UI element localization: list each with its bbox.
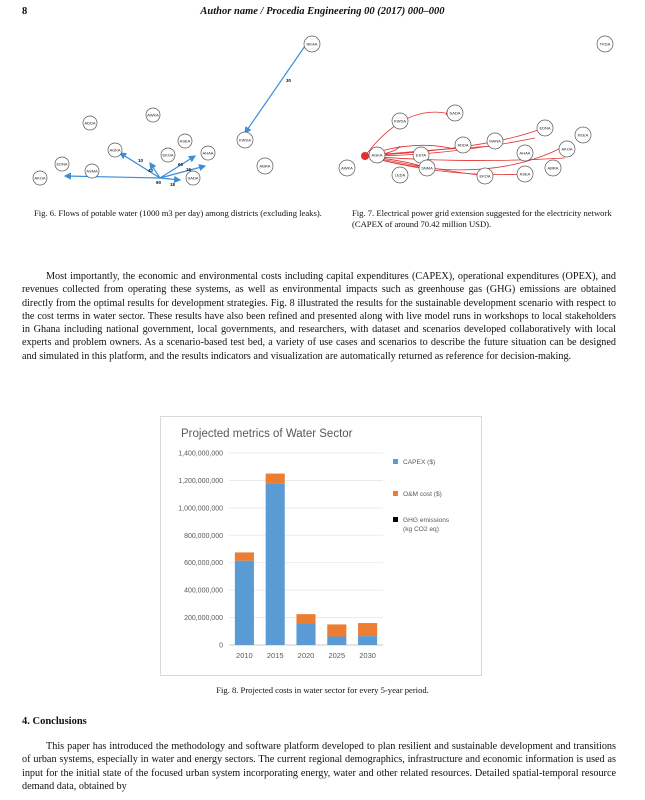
figure-7-caption: Fig. 7. Electrical power grid extension suggested for the electricity network (CAPEX of around 70.42 million USD). bbox=[352, 208, 612, 229]
bar-2020-series-1 bbox=[296, 614, 315, 623]
y-tick-label: 600,000,000 bbox=[184, 560, 223, 568]
legend-swatch bbox=[393, 459, 398, 464]
svg-text:KEEA: KEEA bbox=[577, 132, 589, 138]
svg-text:NKAA: NKAA bbox=[306, 41, 318, 47]
legend-swatch bbox=[393, 491, 398, 496]
y-tick-label: 1,400,000,000 bbox=[178, 450, 223, 458]
svg-text:18: 18 bbox=[170, 182, 176, 187]
svg-text:TKDA: TKDA bbox=[599, 41, 611, 47]
svg-text:AGKA: AGKA bbox=[109, 147, 121, 153]
svg-text:ASMA: ASMA bbox=[86, 168, 98, 174]
chart-title: Projected metrics of Water Sector bbox=[181, 428, 353, 440]
bar-2020-series-0 bbox=[296, 623, 315, 645]
svg-text:ADDA: ADDA bbox=[457, 142, 469, 148]
page-number: 8 bbox=[22, 6, 28, 17]
bar-2025-series-1 bbox=[327, 624, 346, 636]
y-tick-label: 800,000,000 bbox=[184, 532, 223, 540]
svg-text:KWDA: KWDA bbox=[239, 137, 251, 143]
grid-source-node bbox=[361, 152, 369, 160]
svg-text:ABRA: ABRA bbox=[259, 163, 271, 169]
figure-8-chart bbox=[160, 416, 482, 676]
svg-text:AGKA: AGKA bbox=[371, 152, 383, 158]
bar-2025-series-0 bbox=[327, 636, 346, 645]
svg-text:40: 40 bbox=[148, 168, 154, 173]
x-tick-label: 2030 bbox=[359, 651, 376, 660]
svg-text:SADA: SADA bbox=[449, 110, 461, 116]
page-header bbox=[22, 6, 623, 20]
y-tick-label: 0 bbox=[219, 642, 223, 650]
x-tick-label: 2020 bbox=[297, 651, 315, 660]
legend-label: GHG emissions bbox=[403, 517, 450, 524]
svg-text:AKOA: AKOA bbox=[34, 175, 46, 181]
body-paragraph-results: Most importantly, the economic and environmental costs including capital expenditures (CAPEX), operational expenditures (OPEX), and revenues collected from operating these systems, as well as environmental impacts such as greenhouse gas (GHG) emissions are obtained directly from the optimal results for development strategies. Fig. 8 illustrated the results for the sustainable development scenario with respect to the cost terms in water sector. These results have also been refined and presented along with live model runs in workshops to local stakeholders in Ghana including national government, local governments, and researchers, with dataset and scenarios developed collaboratively with local experts and problem owners. As a scenario-based test bed, a variety of use cases and scenarios to describe the future situation can be designed and simulated in this platform, and the results indicators and visualization are automatically returned as reference for decision-making. bbox=[22, 271, 616, 362]
y-tick-label: 200,000,000 bbox=[184, 615, 223, 623]
svg-text:SADA: SADA bbox=[187, 175, 199, 181]
figure-6-caption: Fig. 6. Flows of potable water (1000 m3 per day) among districts (excluding leaks). bbox=[34, 208, 322, 218]
y-tick-label: 1,200,000,000 bbox=[178, 477, 223, 485]
grid-nodes bbox=[339, 36, 613, 184]
svg-text:60: 60 bbox=[178, 162, 184, 167]
svg-text:SNMA: SNMA bbox=[421, 165, 433, 171]
bar-2015-series-0 bbox=[266, 483, 285, 645]
body-paragraph-conclusions: This paper has introduced the methodology and software platform developed to plan resilient and sustainable development and transitions of urban systems, especially in water and energy sectors. The current regional demographics, infrastructure and economic information is used as input for the initial state of the focused urban system incorporating energy, water and other related resources. Detailed spatial-temporal resource demand data, obtained by bbox=[22, 741, 616, 792]
svg-text:LEDA: LEDA bbox=[394, 172, 406, 178]
svg-text:EKOA: EKOA bbox=[479, 173, 491, 179]
svg-text:EKOA: EKOA bbox=[162, 152, 174, 158]
svg-text:KWDA: KWDA bbox=[394, 118, 406, 124]
svg-text:90: 90 bbox=[156, 180, 162, 185]
svg-text:ASEA: ASEA bbox=[519, 171, 531, 177]
legend-label-cont: (kg CO2 eq) bbox=[403, 526, 439, 533]
x-tick-label: 2025 bbox=[328, 651, 346, 660]
svg-text:ADDA: ADDA bbox=[84, 120, 96, 126]
svg-text:AWKA: AWKA bbox=[341, 165, 353, 171]
bar-2010-series-1 bbox=[235, 552, 254, 560]
bar-2015-series-1 bbox=[266, 474, 285, 484]
legend-label: CAPEX ($) bbox=[403, 459, 436, 466]
figure-7-network bbox=[335, 28, 625, 203]
svg-text:AKOA: AKOA bbox=[561, 146, 573, 152]
x-tick-label: 2015 bbox=[266, 651, 284, 660]
bar-2030-series-1 bbox=[358, 623, 377, 636]
figure-8-caption: Fig. 8. Projected costs in water sector for every 5-year period. bbox=[216, 685, 429, 695]
svg-text:EDNA: EDNA bbox=[56, 161, 68, 167]
x-tick-label: 2010 bbox=[236, 651, 253, 660]
y-tick-label: 1,000,000,000 bbox=[178, 505, 223, 513]
bar-2010-series-0 bbox=[235, 561, 254, 645]
running-head: Author name / Procedia Engineering 00 (2017) 000–000 bbox=[200, 6, 445, 17]
svg-text:MANA: MANA bbox=[489, 138, 501, 144]
svg-text:ASEA: ASEA bbox=[179, 138, 191, 144]
svg-text:ABRA: ABRA bbox=[547, 165, 559, 171]
svg-text:AHAA: AHAA bbox=[519, 150, 531, 156]
svg-text:10: 10 bbox=[138, 158, 144, 163]
svg-text:EDNA: EDNA bbox=[539, 125, 551, 131]
svg-text:AHAA: AHAA bbox=[202, 150, 214, 156]
svg-text:AWKA: AWKA bbox=[147, 112, 159, 118]
section-heading: 4. Conclusions bbox=[22, 716, 87, 727]
figure-6-network bbox=[20, 28, 330, 203]
svg-text:30: 30 bbox=[286, 78, 292, 83]
svg-text:ESTA: ESTA bbox=[415, 152, 427, 158]
svg-text:16: 16 bbox=[186, 167, 192, 172]
y-tick-label: 400,000,000 bbox=[184, 587, 223, 595]
legend-swatch bbox=[393, 517, 398, 522]
district-nodes bbox=[33, 36, 320, 185]
bar-2030-series-0 bbox=[358, 636, 377, 645]
legend-label: O&M cost ($) bbox=[403, 491, 442, 498]
